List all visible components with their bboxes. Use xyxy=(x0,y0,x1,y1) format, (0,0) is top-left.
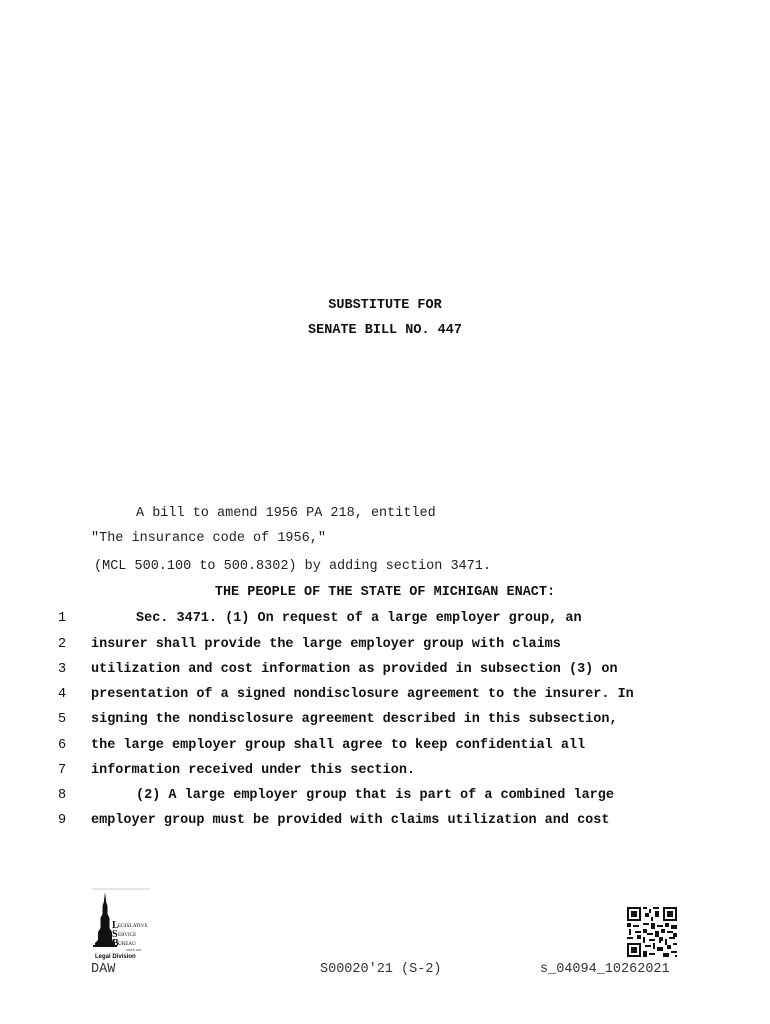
line-text: Sec. 3471. (1) On request of a large employer group, an xyxy=(136,611,582,626)
legislative-service-bureau-logo xyxy=(90,888,152,960)
svg-text:UREAU: UREAU xyxy=(118,941,136,947)
line-text: insurer shall provide the large employer group with claims xyxy=(91,637,561,652)
line-number: 9 xyxy=(58,813,67,828)
svg-text:SINCE 1941: SINCE 1941 xyxy=(126,948,142,952)
footer-file-id: s_04094_10262021 xyxy=(540,962,670,977)
line-text: employer group must be provided with claims utilization and cost xyxy=(91,813,610,828)
svg-text:ERVICE: ERVICE xyxy=(118,932,137,938)
bill-line xyxy=(0,813,770,833)
svg-text:EGISLATIVE: EGISLATIVE xyxy=(118,923,148,929)
line-number: 1 xyxy=(58,611,67,626)
line-text: (2) A large employer group that is part of a combined large xyxy=(136,788,614,803)
intro-line-1: A bill to amend 1956 PA 218, entitled xyxy=(136,506,436,521)
bill-line xyxy=(0,738,770,758)
line-text: presentation of a signed nondisclosure agreement to the insurer. In xyxy=(91,687,634,702)
bill-line xyxy=(0,611,770,631)
enacting-clause: THE PEOPLE OF THE STATE OF MICHIGAN ENACT: xyxy=(214,585,556,600)
svg-text:Legal Division: Legal Division xyxy=(95,954,136,960)
line-number: 6 xyxy=(58,738,67,753)
line-number: 3 xyxy=(58,662,67,677)
svg-text:S: S xyxy=(112,929,118,940)
footer-drafter-initials: DAW xyxy=(91,962,116,977)
line-text: the large employer group shall agree to keep confidential all xyxy=(91,738,586,753)
bill-number-heading: SENATE BILL NO. 447 xyxy=(308,323,462,338)
line-text: utilization and cost information as provided in subsection (3) on xyxy=(91,662,618,677)
intro-line-2: "The insurance code of 1956," xyxy=(91,531,326,546)
line-text: signing the nondisclosure agreement described in this subsection, xyxy=(91,712,618,727)
qr-code-icon xyxy=(627,907,677,957)
line-number: 2 xyxy=(58,637,67,652)
substitute-heading: SUBSTITUTE FOR xyxy=(328,298,442,313)
footer-document-code: S00020'21 (S-2) xyxy=(320,962,442,977)
bill-line xyxy=(0,788,770,808)
intro-line-3: (MCL 500.100 to 500.8302) by adding section 3471. xyxy=(94,559,491,574)
bill-line xyxy=(0,662,770,682)
bill-line xyxy=(0,687,770,707)
line-number: 5 xyxy=(58,712,67,727)
svg-text:L: L xyxy=(112,920,119,931)
bill-line xyxy=(0,712,770,732)
line-number: 4 xyxy=(58,687,67,702)
line-text: information received under this section. xyxy=(91,763,416,778)
bill-line xyxy=(0,637,770,657)
bill-line xyxy=(0,763,770,783)
svg-text:B: B xyxy=(112,938,119,949)
line-number: 8 xyxy=(58,788,67,803)
line-number: 7 xyxy=(58,763,67,778)
